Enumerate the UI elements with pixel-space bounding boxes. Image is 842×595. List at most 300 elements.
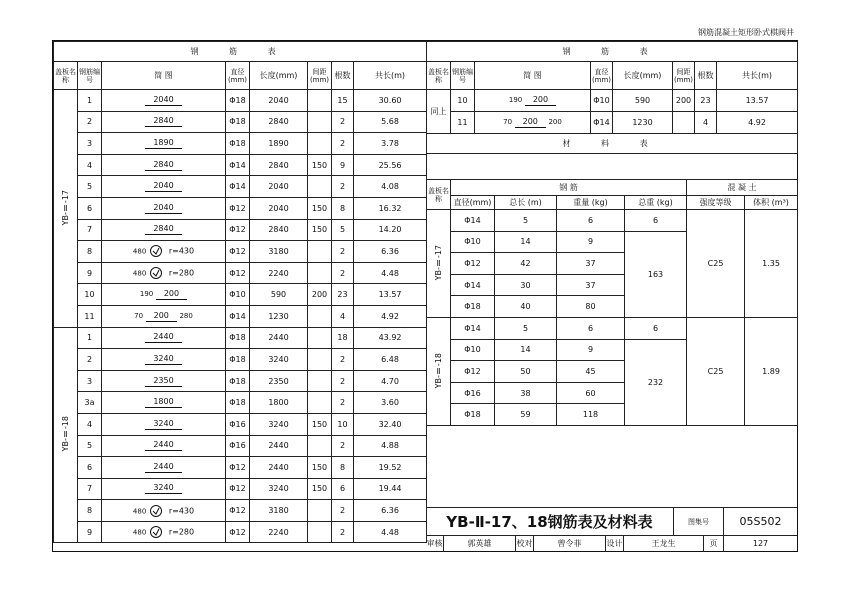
col-shape: 简 图: [102, 62, 226, 90]
mat-diameter: Φ12: [451, 361, 495, 383]
diameter: Φ10: [591, 90, 613, 112]
mat-diameter: Φ18: [451, 404, 495, 426]
mat-length: 59: [495, 404, 557, 426]
bar-no: 8: [78, 500, 102, 522]
diameter: Φ12: [226, 197, 250, 219]
shape-label: 2840: [145, 116, 181, 127]
count: 2: [332, 392, 354, 414]
mat-diameter: Φ14: [451, 210, 495, 232]
bar-no: 5: [78, 176, 102, 198]
bar-no: 9: [78, 521, 102, 543]
shape-cell: [102, 176, 226, 198]
spacing: [308, 262, 332, 284]
diameter: Φ12: [226, 478, 250, 500]
count: 4: [332, 305, 354, 327]
table-row: [54, 284, 427, 306]
table-row: [427, 317, 798, 339]
shape-cell: [102, 90, 226, 112]
shape-dim: 480: [132, 269, 147, 278]
mat-total-weight: 6: [625, 210, 687, 232]
bar-no: 4: [78, 413, 102, 435]
mat-col-volume: 体积 (m³): [745, 196, 798, 210]
mat-weight: 118: [557, 404, 625, 426]
shape-label: 2440: [145, 462, 181, 473]
total-length: 4.92: [354, 305, 427, 327]
length: 2840: [250, 111, 308, 133]
mat-diameter: Φ10: [451, 231, 495, 253]
table-row: [54, 154, 427, 176]
length: 3180: [250, 241, 308, 263]
shape-dim: 480: [132, 507, 147, 516]
length: 2040: [250, 90, 308, 112]
length: 2240: [250, 521, 308, 543]
table-row: [427, 90, 798, 112]
shape-cell: [102, 197, 226, 219]
diameter: Φ14: [226, 176, 250, 198]
mat-weight: 60: [557, 382, 625, 404]
rebar-table-right-title: 钢 筋 表: [427, 42, 798, 62]
total-length: 13.57: [717, 90, 798, 112]
count: 2: [332, 262, 354, 284]
shape-cell: [102, 349, 226, 371]
col-cover-name: 盖板名称: [427, 62, 451, 90]
table-row: [54, 435, 427, 457]
bar-no: 3: [78, 133, 102, 155]
spacing: 200: [673, 90, 695, 112]
rebar-table-right: [426, 41, 798, 154]
total-length: 6.36: [354, 500, 427, 522]
mat-diameter: Φ18: [451, 296, 495, 318]
count: 4: [695, 112, 717, 134]
diameter: Φ14: [226, 154, 250, 176]
col-diameter: 直径(mm): [591, 62, 613, 90]
shape-cell: [102, 284, 226, 306]
shape-label: 2350: [145, 376, 181, 387]
diameter: Φ12: [226, 241, 250, 263]
shape-cell: [102, 478, 226, 500]
shape-label: 2440: [145, 440, 181, 451]
total-length: 43.92: [354, 327, 427, 349]
table-row: [54, 262, 427, 284]
diameter: Φ18: [226, 133, 250, 155]
cover-name: YB-Ⅱ-17: [54, 90, 78, 328]
spacing: [308, 305, 332, 327]
shape-cell: [102, 392, 226, 414]
table-row: [54, 500, 427, 522]
mat-length: 14: [495, 231, 557, 253]
mat-col-length: 总长 (m): [495, 196, 557, 210]
length: 3240: [250, 478, 308, 500]
table-row: [54, 90, 427, 112]
spacing: 150: [308, 478, 332, 500]
total-length: 4.70: [354, 370, 427, 392]
spacing: [308, 176, 332, 198]
shape-label: 2040: [145, 181, 181, 192]
shape-dim: 200: [548, 118, 562, 126]
table-row: [54, 197, 427, 219]
bar-no: 11: [78, 305, 102, 327]
bar-no: 3a: [78, 392, 102, 414]
mat-col-weight: 重量 (kg): [557, 196, 625, 210]
shape-cell: [102, 457, 226, 479]
table-row: [54, 521, 427, 543]
length: 590: [250, 284, 308, 306]
length: 1890: [250, 133, 308, 155]
table-row: [54, 478, 427, 500]
length: 1230: [250, 305, 308, 327]
mat-cover-name: YB-Ⅱ-18: [427, 317, 451, 425]
table-row: [54, 133, 427, 155]
count: 5: [332, 219, 354, 241]
shape-label: r=280: [168, 268, 195, 278]
check-label: 校对: [516, 536, 534, 552]
length: 2040: [250, 176, 308, 198]
mat-grade: C25: [687, 317, 745, 425]
diameter: Φ12: [226, 219, 250, 241]
shape-label: 3240: [145, 419, 181, 430]
mat-weight: 6: [557, 317, 625, 339]
mat-length: 5: [495, 210, 557, 232]
total-length: 30.60: [354, 90, 427, 112]
mat-weight: 37: [557, 253, 625, 275]
header-title: 钢筋混凝土矩形卧式棋阀井: [698, 28, 794, 37]
mat-total-weight: 232: [625, 339, 687, 425]
count: 2: [332, 111, 354, 133]
spacing: [308, 111, 332, 133]
length: 2440: [250, 327, 308, 349]
shape-dim: 70: [134, 311, 144, 320]
bar-no: 6: [78, 457, 102, 479]
mat-length: 42: [495, 253, 557, 275]
diameter: Φ12: [226, 262, 250, 284]
count: 15: [332, 90, 354, 112]
shape-label: 2840: [145, 160, 181, 171]
spacing: 150: [308, 457, 332, 479]
mat-col-grade: 强度等级: [687, 196, 745, 210]
table-row: [54, 176, 427, 198]
page-number: 127: [752, 539, 769, 548]
count: 2: [332, 500, 354, 522]
shape-cell: [102, 133, 226, 155]
col-spacing: 间距(mm): [673, 62, 695, 90]
count: 10: [332, 413, 354, 435]
total-length: 4.48: [354, 262, 427, 284]
shape-label: r=280: [168, 527, 195, 537]
length: 2840: [250, 219, 308, 241]
mat-weight: 80: [557, 296, 625, 318]
count: 23: [332, 284, 354, 306]
mat-length: 5: [495, 317, 557, 339]
design-label: 设计: [606, 536, 624, 552]
total-length: 25.56: [354, 154, 427, 176]
page-label: 页: [704, 536, 724, 552]
diameter: Φ16: [226, 413, 250, 435]
shape-cell: [102, 500, 226, 522]
mat-diameter: Φ14: [451, 274, 495, 296]
count: 2: [332, 370, 354, 392]
diameter: Φ18: [226, 90, 250, 112]
count: 23: [695, 90, 717, 112]
count: 6: [332, 478, 354, 500]
drawing-title: YB-Ⅱ-17、18钢筋表及材料表: [426, 508, 674, 536]
table-row: [54, 413, 427, 435]
diameter: Φ16: [226, 435, 250, 457]
col-total-length: 共长(m): [354, 62, 427, 90]
col-count: 根数: [332, 62, 354, 90]
length: 3240: [250, 413, 308, 435]
table-row: [54, 457, 427, 479]
shape-cell: [102, 262, 226, 284]
total-length: 32.40: [354, 413, 427, 435]
mat-weight: 9: [557, 339, 625, 361]
cover-name: YB-Ⅱ-18: [54, 327, 78, 543]
shape-cell: [102, 241, 226, 263]
mat-col-cover: 盖板名称: [427, 180, 451, 210]
reviewer-name: 郭英雄: [444, 536, 516, 552]
count: 2: [332, 176, 354, 198]
table-row: [427, 112, 798, 134]
table-row: [54, 392, 427, 414]
bar-no: 7: [78, 478, 102, 500]
col-length: 长度(mm): [613, 62, 673, 90]
shape-label: 1890: [145, 138, 181, 149]
shape-cell: [102, 111, 226, 133]
count: 8: [332, 197, 354, 219]
mat-grade: C25: [687, 210, 745, 318]
bar-no: 10: [451, 90, 475, 112]
title-block: [426, 507, 797, 552]
table-row: [54, 241, 427, 263]
bar-no: 4: [78, 154, 102, 176]
checker-name: 曾令菲: [534, 536, 606, 552]
rebar-table-title: 钢 筋 表: [54, 42, 427, 62]
bar-no: 2: [78, 349, 102, 371]
count: 2: [332, 241, 354, 263]
review-label: 审核: [426, 536, 444, 552]
shape-label: 3240: [145, 483, 181, 494]
mat-volume: 1.35: [745, 210, 798, 318]
mat-weight: 45: [557, 361, 625, 383]
spacing: [308, 521, 332, 543]
bar-no: 1: [78, 327, 102, 349]
diameter: Φ12: [226, 457, 250, 479]
length: 2440: [250, 435, 308, 457]
shape-dim: 190: [508, 96, 523, 104]
shape-label: 3240: [145, 354, 181, 365]
material-table: [426, 179, 798, 426]
total-length: 4.92: [717, 112, 798, 134]
designer-name: 王龙生: [624, 536, 704, 552]
mat-col-diameter: 直径(mm): [451, 196, 495, 210]
table-row: [54, 327, 427, 349]
mat-total-weight: 163: [625, 231, 687, 317]
shape-cell: [102, 219, 226, 241]
bar-no: 9: [78, 262, 102, 284]
length: 1230: [613, 112, 673, 134]
mat-length: 38: [495, 382, 557, 404]
spacing: 150: [308, 413, 332, 435]
total-length: 4.48: [354, 521, 427, 543]
spacing: [308, 435, 332, 457]
mat-volume: 1.89: [745, 317, 798, 425]
mat-weight: 37: [557, 274, 625, 296]
shape-cell: [102, 370, 226, 392]
length: 2040: [250, 197, 308, 219]
shape-dim: 190: [139, 290, 154, 299]
diameter: Φ18: [226, 349, 250, 371]
mat-total-weight: 6: [625, 317, 687, 339]
spacing: [308, 500, 332, 522]
total-length: 3.78: [354, 133, 427, 155]
total-length: 14.20: [354, 219, 427, 241]
mat-diameter: Φ16: [451, 382, 495, 404]
spacing: [308, 392, 332, 414]
diameter: Φ18: [226, 392, 250, 414]
shape-label: 2440: [145, 332, 181, 343]
bar-no: 7: [78, 219, 102, 241]
spacing: [308, 133, 332, 155]
shape-cell: [102, 521, 226, 543]
table-row: [54, 305, 427, 327]
col-bar-no: 钢筋编号: [451, 62, 475, 90]
shape-cell: [102, 154, 226, 176]
drawing-sheet: [52, 40, 798, 552]
table-row: [54, 111, 427, 133]
total-length: 3.60: [354, 392, 427, 414]
diameter: Φ12: [226, 500, 250, 522]
length: 2440: [250, 457, 308, 479]
mat-length: 40: [495, 296, 557, 318]
length: 2240: [250, 262, 308, 284]
bar-no: 10: [78, 284, 102, 306]
count: 2: [332, 133, 354, 155]
shape-cell: [102, 435, 226, 457]
length: 2350: [250, 370, 308, 392]
col-bar-no: 钢筋编号: [78, 62, 102, 90]
spacing: [308, 370, 332, 392]
table-row: [54, 349, 427, 371]
bar-no: 1: [78, 90, 102, 112]
total-length: 13.57: [354, 284, 427, 306]
shape-dim: 70: [503, 118, 513, 126]
shape-cell: [102, 305, 226, 327]
bar-no: 3: [78, 370, 102, 392]
shape-label: 2040: [145, 203, 181, 214]
length: 3180: [250, 500, 308, 522]
mat-cover-name: YB-Ⅱ-17: [427, 210, 451, 318]
rebar-table-left: [53, 41, 427, 543]
diameter: Φ18: [226, 111, 250, 133]
count: 2: [332, 435, 354, 457]
bar-no: 6: [78, 197, 102, 219]
mat-length: 30: [495, 274, 557, 296]
mat-length: 14: [495, 339, 557, 361]
shape-cell: [102, 413, 226, 435]
total-length: 19.52: [354, 457, 427, 479]
circle-hook-icon: [146, 266, 166, 280]
col-diameter: 直径(mm): [226, 62, 250, 90]
atlas-number: 05S502: [724, 508, 797, 536]
shape-label: 200: [525, 95, 556, 106]
mat-weight: 6: [557, 210, 625, 232]
shape-label: 2840: [145, 224, 181, 235]
diameter: Φ18: [226, 370, 250, 392]
length: 590: [613, 90, 673, 112]
spacing: [308, 349, 332, 371]
diameter: Φ12: [226, 521, 250, 543]
shape-label: 200: [156, 289, 187, 300]
right-group-name: 同上: [427, 90, 451, 134]
diameter: Φ18: [226, 327, 250, 349]
shape-label: r=430: [168, 246, 195, 256]
spacing: [308, 241, 332, 263]
spacing: 150: [308, 197, 332, 219]
material-table-title: 材 料 表: [427, 134, 798, 154]
shape-label: 200: [515, 117, 546, 128]
circle-hook-icon: [146, 244, 166, 258]
total-length: 4.08: [354, 176, 427, 198]
spacing: 200: [308, 284, 332, 306]
col-spacing: 间距(mm): [308, 62, 332, 90]
total-length: 4.88: [354, 435, 427, 457]
diameter: Φ14: [226, 305, 250, 327]
col-total-length: 共长(m): [717, 62, 798, 90]
mat-col-concrete: 混 凝 土: [687, 180, 798, 196]
spacing: 150: [308, 219, 332, 241]
mat-weight: 9: [557, 231, 625, 253]
count: 2: [332, 521, 354, 543]
shape-cell: [475, 90, 591, 112]
length: 1800: [250, 392, 308, 414]
shape-dim: 480: [132, 247, 147, 256]
shape-label: 1800: [145, 397, 181, 408]
circle-hook-icon: [146, 504, 166, 518]
shape-cell: [475, 112, 591, 134]
col-count: 根数: [695, 62, 717, 90]
mat-diameter: Φ10: [451, 339, 495, 361]
total-length: 6.48: [354, 349, 427, 371]
shape-label: r=430: [168, 506, 195, 516]
col-cover-name: 盖板名称: [54, 62, 78, 90]
count: 8: [332, 457, 354, 479]
mat-col-rebar: 钢 筋: [451, 180, 687, 196]
bar-no: 2: [78, 111, 102, 133]
table-row: [427, 210, 798, 232]
count: 18: [332, 327, 354, 349]
spacing: 150: [308, 154, 332, 176]
shape-label: 200: [146, 311, 177, 322]
total-length: 5.68: [354, 111, 427, 133]
col-shape: 简 图: [475, 62, 591, 90]
diameter: Φ10: [226, 284, 250, 306]
table-row: [54, 370, 427, 392]
total-length: 19.44: [354, 478, 427, 500]
spacing: [308, 90, 332, 112]
shape-dim: 480: [132, 528, 147, 537]
mat-col-total-weight: 总重 (kg): [625, 196, 687, 210]
bar-no: 8: [78, 241, 102, 263]
mat-diameter: Φ14: [451, 317, 495, 339]
bar-no: 11: [451, 112, 475, 134]
mat-length: 50: [495, 361, 557, 383]
table-row: [54, 219, 427, 241]
spacing: [673, 112, 695, 134]
shape-dim: 280: [179, 311, 193, 320]
count: 9: [332, 154, 354, 176]
circle-hook-icon: [146, 525, 166, 539]
shape-label: 2040: [145, 95, 181, 106]
col-length: 长度(mm): [250, 62, 308, 90]
